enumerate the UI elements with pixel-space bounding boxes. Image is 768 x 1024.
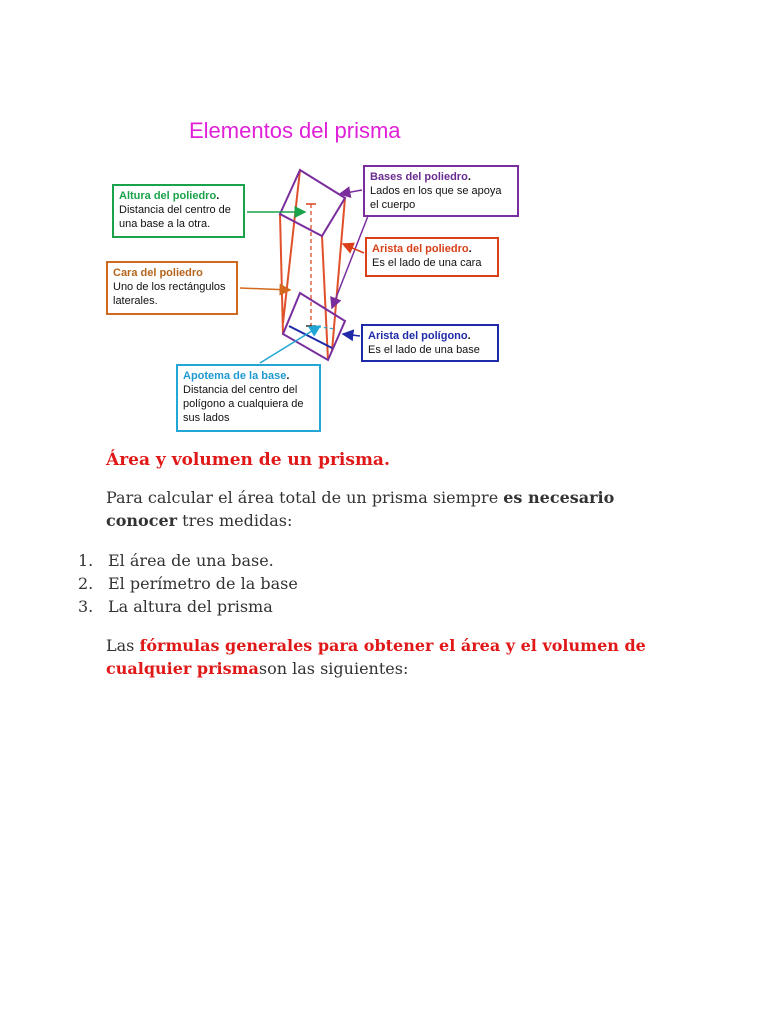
diagram-title: Elementos del prisma bbox=[189, 118, 401, 143]
list-item bbox=[78, 549, 298, 572]
callout-arista-poligono-text: Es el lado de una base bbox=[368, 344, 480, 356]
intro-text-before: Para calcular el área total de un prisma siempre bbox=[106, 488, 504, 507]
formula-paragraph bbox=[106, 634, 686, 680]
list-item bbox=[78, 595, 298, 618]
formula-text-after: son las siguientes: bbox=[258, 659, 409, 678]
intro-paragraph bbox=[106, 486, 646, 532]
callout-altura-dot: . bbox=[216, 190, 220, 202]
measures-list bbox=[78, 549, 298, 618]
callout-arista-poligono bbox=[361, 324, 499, 362]
prism-edge bbox=[322, 236, 328, 360]
callout-arista-poliedro-text: Es el lado de una cara bbox=[372, 257, 482, 269]
list-item-text: La altura del prisma bbox=[108, 597, 273, 616]
callout-bases-title: Bases del poliedro bbox=[370, 171, 468, 183]
prism-edge bbox=[280, 214, 283, 334]
top-base bbox=[280, 170, 345, 236]
prism-edge bbox=[332, 198, 345, 351]
apotema-arrow bbox=[260, 326, 320, 363]
callout-apotema-dot: . bbox=[286, 370, 290, 382]
callout-altura-text: Distancia del centro de una base a la otra. bbox=[119, 204, 231, 230]
callout-arista-poligono-title: Arista del polígono bbox=[368, 330, 468, 342]
callout-altura-title: Altura del poliedro bbox=[119, 190, 217, 202]
formula-text-red: fórmulas generales para obtener el área y el volumen de cualquier prisma bbox=[106, 636, 646, 678]
list-item-number: 2. bbox=[78, 574, 94, 593]
arista-poligono-arrow bbox=[343, 334, 360, 336]
prism-diagram bbox=[100, 108, 520, 438]
section-heading: Área y volumen de un prisma. bbox=[106, 450, 390, 470]
list-item bbox=[78, 572, 298, 595]
intro-text-after: tres medidas: bbox=[177, 511, 293, 530]
callout-apotema-text: Distancia del centro del polígono a cualquiera de sus lados bbox=[183, 384, 304, 424]
list-item-text: El perímetro de la base bbox=[108, 574, 298, 593]
callout-apotema bbox=[176, 364, 321, 432]
bases-arrow-2 bbox=[332, 216, 368, 308]
callout-apotema-title: Apotema de la base bbox=[183, 370, 287, 382]
callout-arista-poliedro-title: Arista del poliedro bbox=[372, 243, 469, 255]
callout-arista-poligono-dot: . bbox=[467, 330, 471, 342]
callout-bases bbox=[363, 165, 519, 217]
intro-text-bold: es necesario conocer bbox=[106, 488, 615, 530]
callout-bases-text: Lados en los que se apoya el cuerpo bbox=[370, 185, 502, 211]
callout-altura bbox=[112, 184, 245, 238]
callout-bases-dot: . bbox=[467, 171, 471, 183]
list-item-number: 1. bbox=[78, 551, 94, 570]
callout-cara-title: Cara del poliedro bbox=[113, 267, 203, 279]
formula-text-before: Las bbox=[106, 636, 140, 655]
callout-arista-poliedro bbox=[365, 237, 499, 277]
list-item-text: El área de una base. bbox=[108, 551, 274, 570]
list-item-number: 3. bbox=[78, 597, 94, 616]
bases-arrow-1 bbox=[340, 190, 362, 194]
callout-cara bbox=[106, 261, 238, 315]
callout-arista-poliedro-dot: . bbox=[468, 243, 472, 255]
callout-cara-text: Uno de los rectángulos laterales. bbox=[113, 281, 226, 307]
